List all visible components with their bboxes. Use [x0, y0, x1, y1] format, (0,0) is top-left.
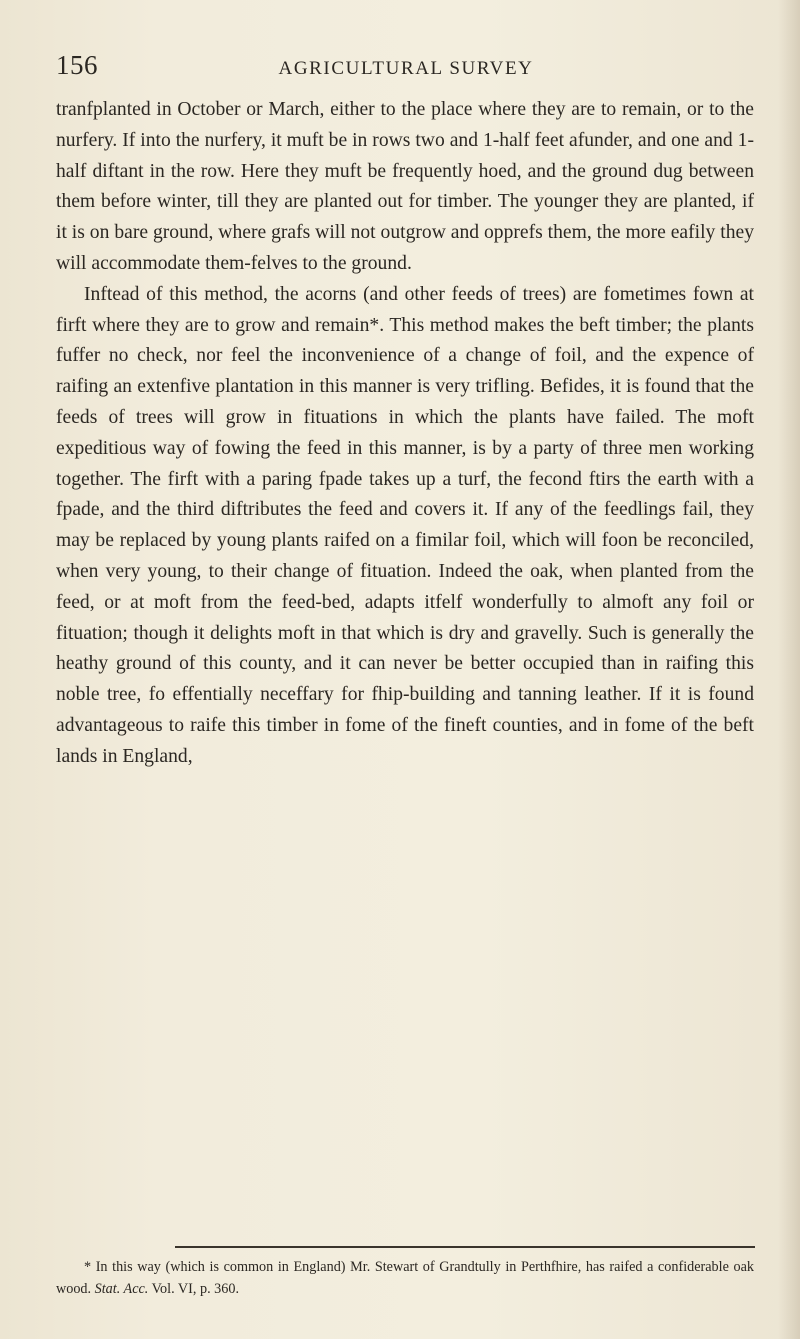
- paragraph: Inftead of this method, the acorns (and other feeds of trees) are fometimes fown at firft where they are to grow and remain*. This method makes the beft timber; the plants fuffer no check, nor feel the inconvenience of a change of foil, and the expence of raifing an extenfive plantation in this manner is very trifling. Befides, it is found that the feeds of trees will grow in fituations in which the plants have failed. The moft expeditious way of fowing the feed in this manner, is by a party of three men working together. The firft with a paring fpade takes up a turf, the fecond ftirs the earth with a fpade, and the third diftributes the feed and covers it. If any of the feedlings fail, they may be replaced by young plants raifed on a fimilar foil, which will foon be reconciled, when very young, to their change of fituation. Indeed the oak, when planted from the feed, or at moft from the feed-bed, adapts itfelf wonderfully to almoft any foil or fituation; though it delights moft in that which is dry and gravelly. Such is generally the heathy ground of this county, and it can never be better occupied than in raifing this noble tree, fo effentially neceffary for fhip-building and tanning leather. If it is found advantageous to raife this timber in fome of the fineft counties, and in fome of the beft lands in England,: [56, 283, 754, 767]
- footnote-citation: Vol. VI, p. 360.: [151, 1281, 240, 1297]
- paragraph: tranfplanted in October or March, either to the place where they are to remain, or to the nurfery. If into the nurfery, it muft be in rows two and 1-half feet afunder, and one and 1-half diftant in the row. Here they muft be frequently hoed, and the ground dug between them before winter, till they are planted out for timber. The younger they are planted, if it is on bare ground, where grafs will not outgrow and opprefs them, the more eafily they will accommodate them-felves to the ground.: [56, 99, 754, 274]
- footnote: [56, 1256, 754, 1300]
- footnote-text: * In this way (which is common in England) Mr. Stewart of Grandtully in Perthfhire, has raifed a confiderable oak wood.: [56, 1259, 754, 1297]
- footnote-text-block: [56, 1256, 754, 1300]
- page-header: [56, 50, 756, 90]
- running-head: AGRICULTURAL SURVEY: [278, 58, 534, 79]
- page-number: 156: [56, 50, 98, 80]
- page-edge-shadow: [778, 0, 800, 1339]
- body-text: [56, 95, 754, 773]
- footnote-rule: [175, 1246, 755, 1248]
- footnote-source: Stat. Acc.: [94, 1281, 149, 1297]
